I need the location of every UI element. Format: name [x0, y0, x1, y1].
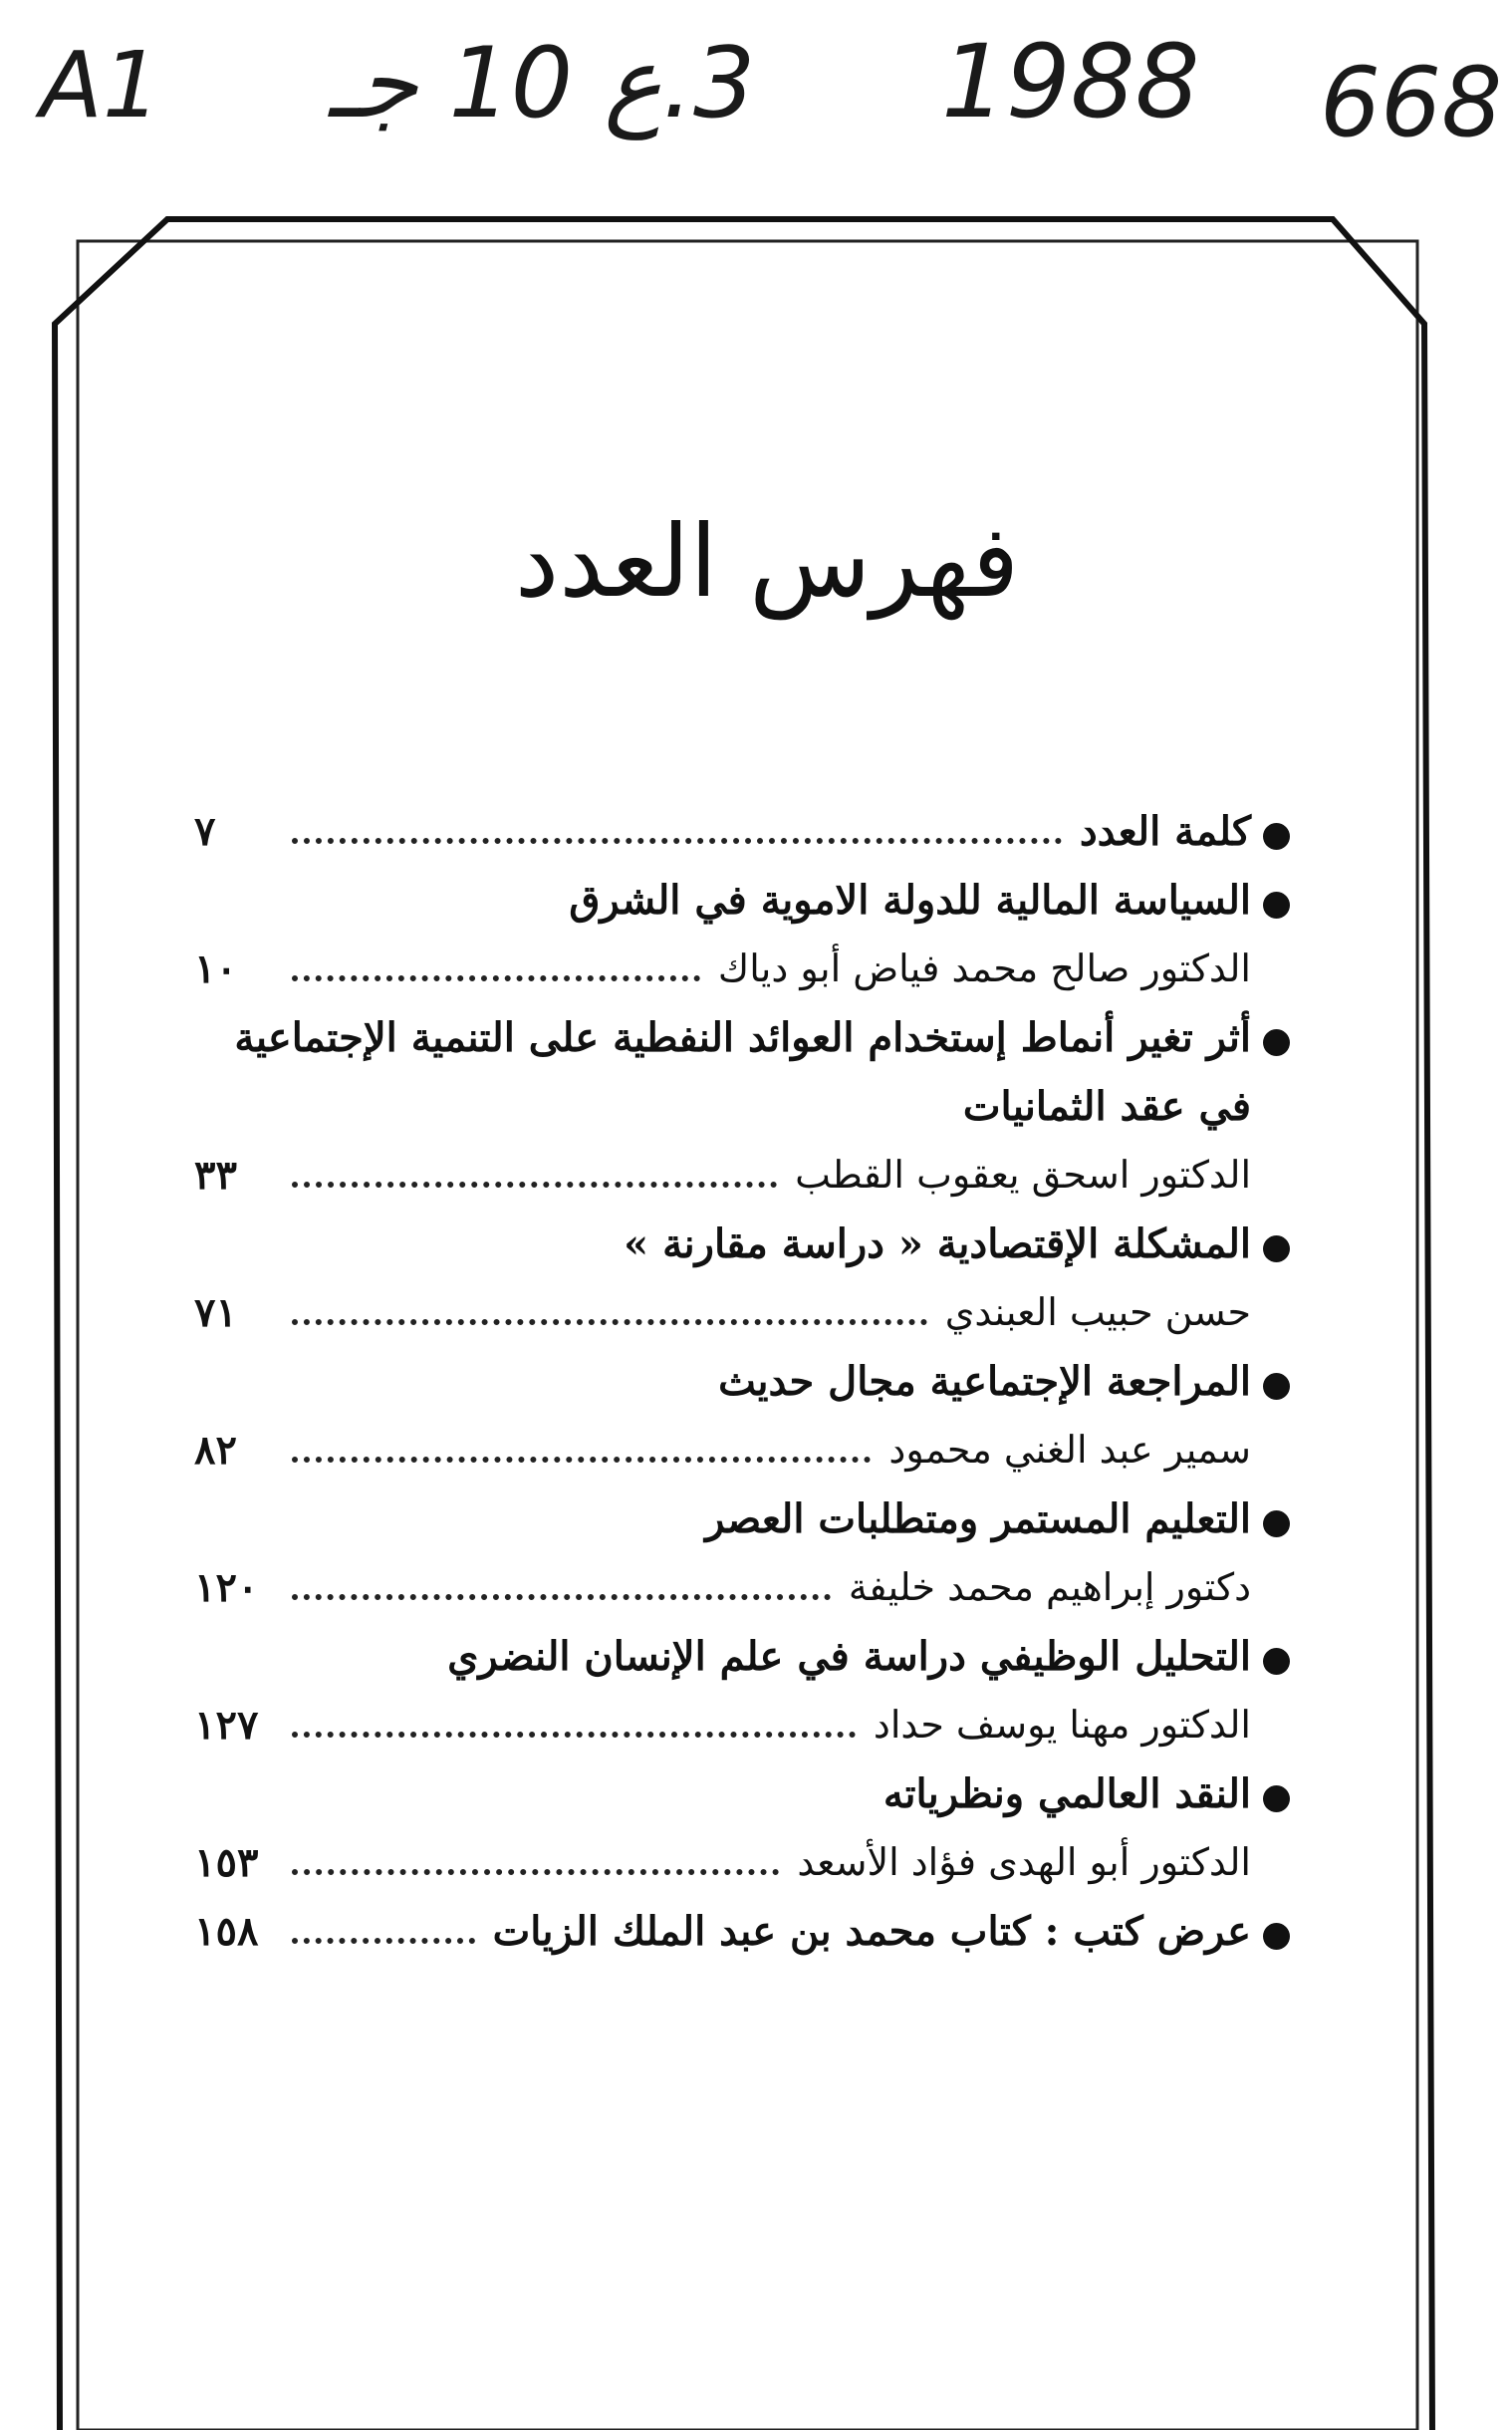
bullet-icon	[1263, 1648, 1290, 1675]
page-title: فهرس العدد	[514, 503, 1020, 620]
toc-author: الدكتور أبو الهدى فؤاد الأسعد	[797, 1840, 1251, 1884]
toc-page-number: ٨٢	[194, 1427, 237, 1474]
toc-row	[194, 1897, 1290, 1966]
toc-page-number: ١٥٣	[194, 1839, 259, 1886]
toc-author: الدكتور مهنا يوسف حداد	[873, 1703, 1251, 1747]
dot-leader	[292, 1182, 777, 1188]
toc-row	[194, 1828, 1290, 1897]
dot-leader	[292, 975, 700, 981]
bullet-icon	[1263, 1029, 1290, 1056]
handwritten-issue-ref: 3.ع 10 جـ	[329, 27, 756, 140]
toc-title: عرض كتب : كتاب محمد بن عبد الملك الزيات	[492, 1908, 1251, 1955]
toc-title: أثر تغير أنماط إستخدام العوائد النفطية على التنمية الإجتماعية	[234, 1014, 1251, 1061]
toc-page-number: ٧	[194, 808, 216, 855]
toc-row	[194, 797, 1290, 866]
toc-row	[194, 866, 1290, 935]
toc-title: المراجعة الإجتماعية مجال حديث	[718, 1358, 1251, 1405]
toc-title: السياسة المالية للدولة الاموية في الشرق	[569, 877, 1251, 924]
toc-title: المشكلة الإقتصادية « دراسة مقارنة »	[624, 1220, 1251, 1267]
toc-row	[194, 1003, 1290, 1072]
toc-row	[194, 1278, 1290, 1347]
toc-row	[194, 1691, 1290, 1759]
toc-row	[194, 1141, 1290, 1210]
handwritten-archive-code: A1	[40, 32, 161, 138]
toc-author: دكتور إبراهيم محمد خليفة	[848, 1565, 1251, 1609]
toc-page-number: ٣٣	[194, 1152, 237, 1199]
dot-leader	[292, 1457, 871, 1463]
toc-title: في عقد الثمانيات	[962, 1083, 1251, 1130]
bullet-icon	[1263, 892, 1290, 919]
toc-page-number: ١٠	[194, 945, 237, 992]
dot-leader	[292, 1938, 475, 1944]
dot-leader	[292, 1732, 856, 1738]
bullet-icon	[1263, 1785, 1290, 1812]
toc-row	[194, 1210, 1290, 1278]
toc-title: التعليم المستمر ومتطلبات العصر	[705, 1495, 1251, 1542]
bullet-icon	[1263, 1373, 1290, 1400]
toc-author: الدكتور صالح محمد فياض أبو دياك	[717, 946, 1251, 990]
toc-author: حسن حبيب العبندي	[944, 1290, 1251, 1334]
toc-row	[194, 1485, 1290, 1553]
handwritten-year: 1988	[941, 23, 1200, 141]
toc-row	[194, 1347, 1290, 1416]
toc-title: النقد العالمي ونظرياته	[882, 1770, 1251, 1817]
bullet-icon	[1263, 1923, 1290, 1950]
toc-page-number: ١٥٨	[194, 1908, 259, 1955]
toc-row	[194, 1553, 1290, 1622]
toc-author: سمير عبد الغني محمود	[888, 1428, 1251, 1472]
toc-title: التحليل الوظيفي دراسة في علم الإنسان النضري	[447, 1633, 1251, 1680]
toc-row	[194, 935, 1290, 1003]
toc-title: كلمة العدد	[1079, 808, 1251, 855]
dot-leader	[292, 1594, 831, 1600]
bullet-icon	[1263, 823, 1290, 850]
bullet-icon	[1263, 1235, 1290, 1262]
dot-leader	[292, 1869, 779, 1875]
toc-row	[194, 1622, 1290, 1691]
table-of-contents	[194, 797, 1290, 1966]
toc-row	[194, 1416, 1290, 1485]
handwritten-page-number: 668	[1320, 47, 1503, 158]
toc-page-number: ١٢٧	[194, 1702, 259, 1749]
dot-leader	[292, 838, 1062, 844]
bullet-icon	[1263, 1510, 1290, 1537]
toc-row	[194, 1759, 1290, 1828]
dot-leader	[292, 1319, 927, 1325]
toc-page-number: ٧١	[194, 1289, 237, 1336]
toc-author: الدكتور اسحق يعقوب القطب	[795, 1153, 1251, 1197]
toc-row	[194, 1072, 1290, 1141]
toc-page-number: ١٢٠	[194, 1564, 259, 1611]
